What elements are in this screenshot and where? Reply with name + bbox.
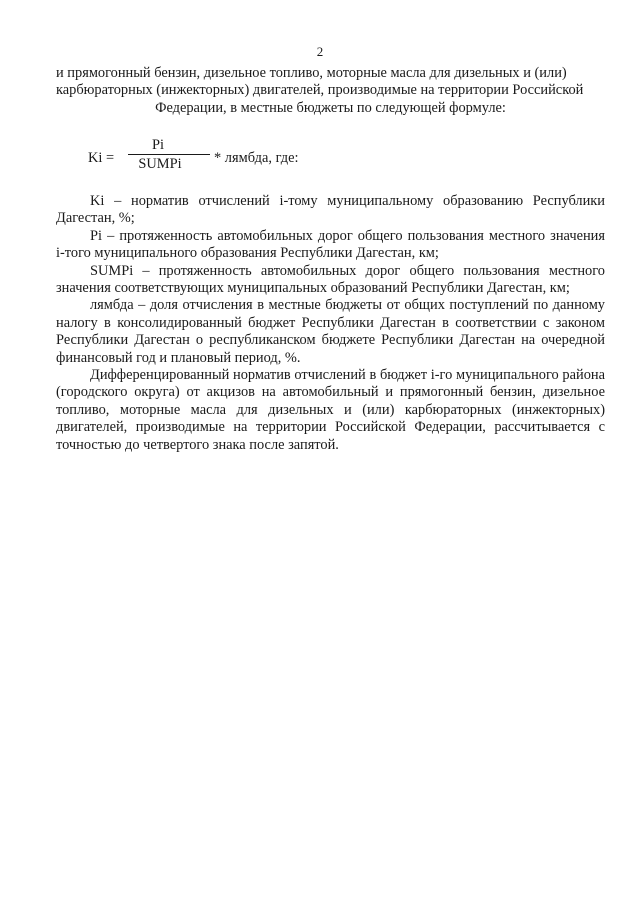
definition-lambda: лямбда – доля отчисления в местные бюджеты от общих поступлений по данному налогу в консолидированный бюджет Республики Дагестан в соответствии с законом Республики Дагестан о республиканском бюджете Республики Дагестан на очередной финансовый год и плановый период, %. [56, 297, 605, 366]
page-number: 2 [316, 44, 324, 59]
rounding-paragraph: Дифференцированный норматив отчислений в бюджет i-го муниципального района (городского округа) от акцизов на автомобильный и прямогонный бензин, дизельное топливо, моторные масла для дизельных и (или) карбюраторных (инжекторных) двигателей, производимые на территории Российской Федерации, рассчитывается с точностью до четвертого знака после запятой. [56, 367, 605, 453]
intro-line: карбюраторных (инжекторных) двигателей, производимые на территории Российской [56, 82, 584, 99]
definitions [56, 193, 605, 454]
formula-fraction [128, 137, 210, 173]
formula-numerator: Pi [151, 137, 164, 153]
definition-pi: Pi – протяженность автомобильных дорог общего пользования местного значения i-того муниципального образования Республики Дагестан, км; [56, 227, 605, 262]
formula-lhs: Ki = [88, 150, 115, 166]
formula-denominator: SUMPi [138, 156, 182, 172]
intro-line: и прямогонный бензин, дизельное топливо, моторные масла для дизельных и (или) [56, 65, 567, 81]
definition-ki: Ki – норматив отчислений i-тому муниципальному образованию Республики Дагестан, %; [56, 193, 605, 227]
definition-sumpi: SUMPi – протяженность автомобильных дорог общего пользования местного значения соответствующих муниципальных образований Республики Дагестан, км; [56, 262, 605, 297]
formula-rhs: * лямбда, где: [214, 150, 299, 166]
intro-paragraph [56, 65, 605, 117]
intro-line: Федерации, в местные бюджеты по следующей формуле: [155, 99, 506, 116]
